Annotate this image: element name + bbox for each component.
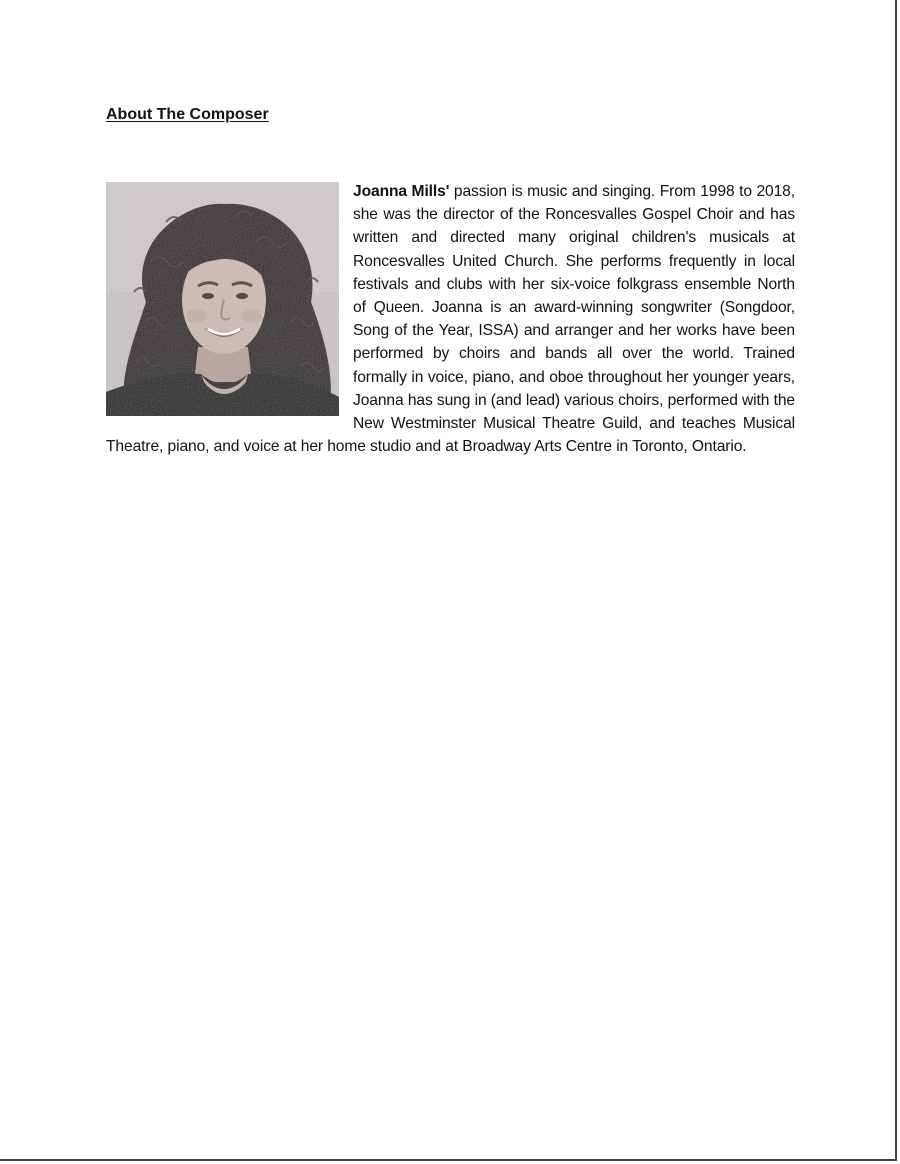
- bio-text: passion is music and singing. From 1998 to 2018, she was the director of the Roncesvalles Gospel Choir and has written and directed many original children's musicals at Roncesvalles United Church. She performs frequently in local festivals and clubs with her six-voice folkgrass ensemble North of Queen. Joanna is an award-winning songwriter (Songdoor, Song of the Year, ISSA) and arranger and her works have been performed by choirs and bands all over the world. Trained formally in voice, piano, and oboe throughout her younger years, Joanna has sung in (and lead) various choirs, performed with the New Westminster Musical Theatre Guild, and teaches Musical Theatre, piano, and voice at her home studio and at Broadway Arts Centre in Toronto, Ontario.: [106, 183, 795, 456]
- section-heading: About The Composer: [106, 106, 269, 123]
- composer-bio: [106, 180, 795, 458]
- portrait-image: [106, 182, 339, 416]
- composer-photo: [106, 182, 339, 416]
- composer-name: Joanna Mills': [353, 183, 450, 200]
